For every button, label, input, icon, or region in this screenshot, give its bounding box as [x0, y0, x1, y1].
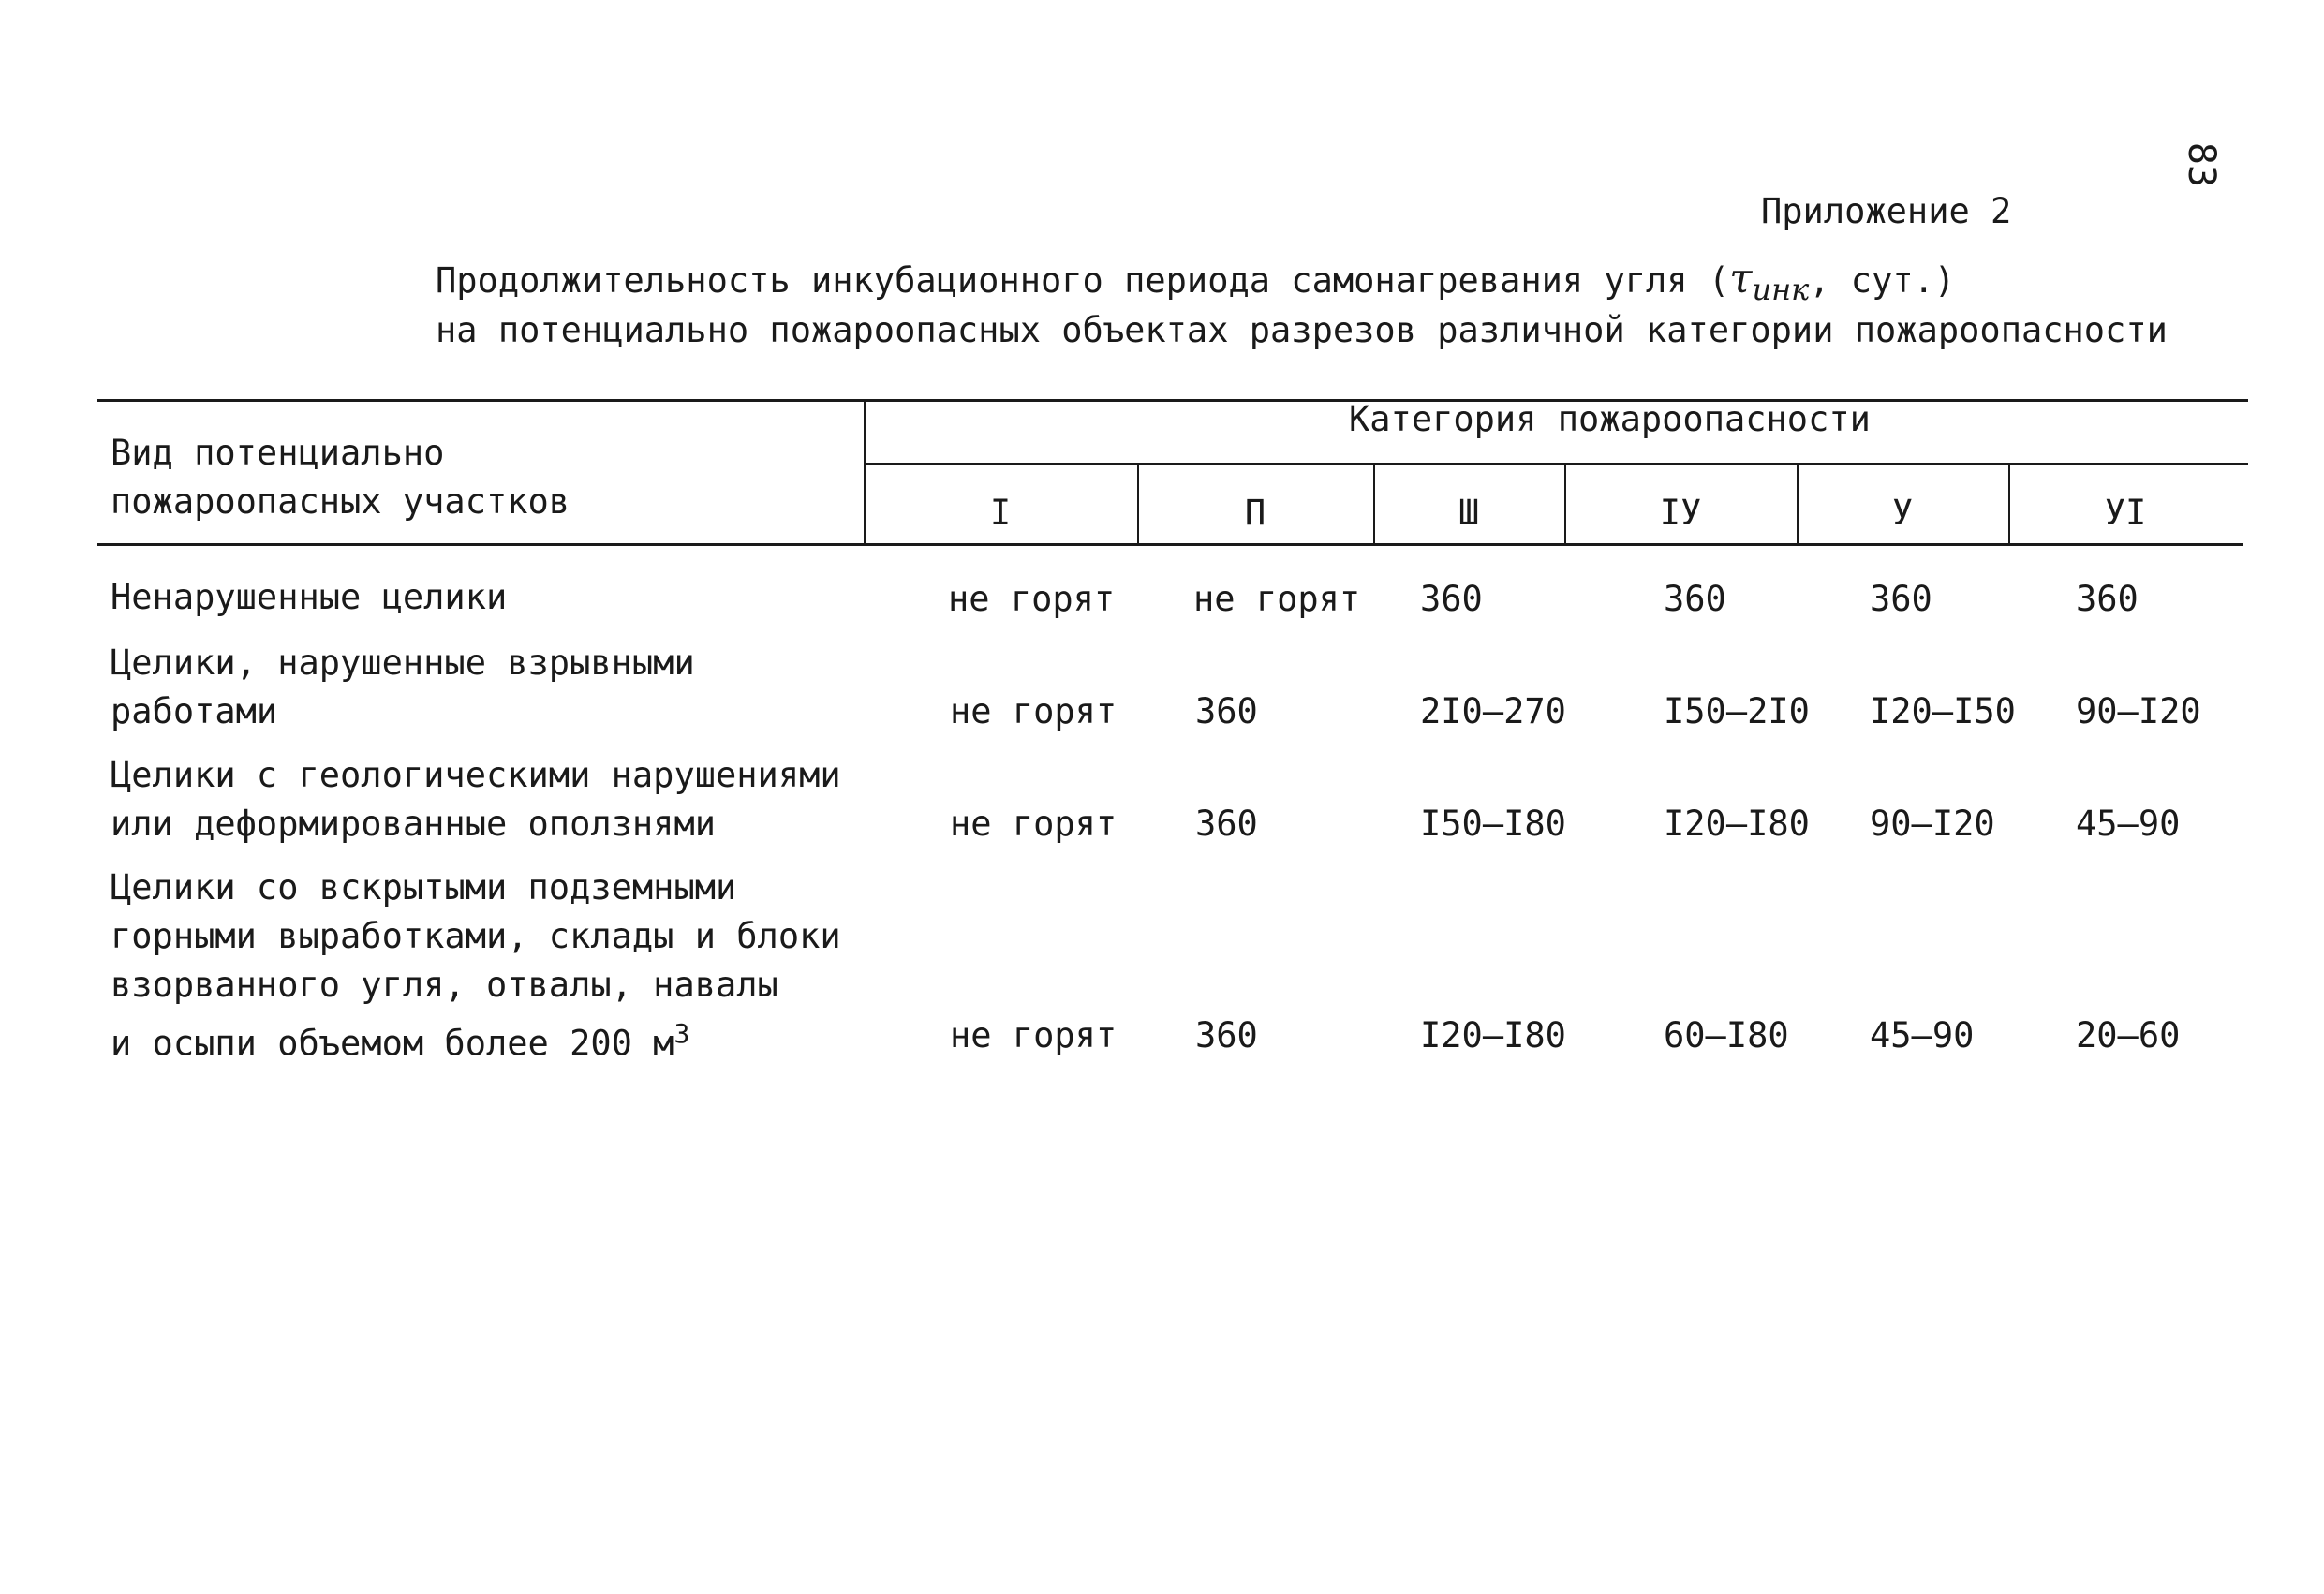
- category-5: У: [1891, 493, 1914, 533]
- table-title: [436, 255, 2168, 355]
- table-top-rule: [97, 399, 2248, 402]
- row-2-cell-2: 360: [1195, 691, 1258, 731]
- category-4: ІУ: [1659, 493, 1702, 533]
- row-3-cell-6: 45–90: [2076, 804, 2181, 844]
- row-4-label-line-3: взорванного угля, отвалы, навалы: [111, 965, 778, 1005]
- row-2-cell-3: 2I0–270: [1420, 691, 1566, 731]
- row-3-cell-5: 90–I20: [1870, 804, 1995, 844]
- row-header: [111, 429, 570, 526]
- row-3-label-line-2: или деформированные оползнями: [111, 804, 717, 844]
- row-1-cell-5: 360: [1870, 579, 1932, 619]
- row-1-label: [111, 573, 507, 622]
- row-3-label: [111, 751, 841, 849]
- row-3-cell-2: 360: [1195, 804, 1258, 844]
- category-header-rule: [864, 463, 2248, 465]
- row-1-cell-3: 360: [1420, 579, 1483, 619]
- row-4-cell-2: 360: [1195, 1015, 1258, 1055]
- category-1: I: [989, 493, 1012, 533]
- row-4-cell-6: 20–60: [2076, 1015, 2181, 1055]
- row-4-cell-5: 45–90: [1870, 1015, 1975, 1055]
- row-4-label: [111, 863, 841, 1068]
- row-4-cell-4: 60–I80: [1664, 1015, 1789, 1055]
- row-2-label: [111, 639, 695, 736]
- row-2-cell-5: I20–I50: [1870, 691, 2016, 731]
- row-4-label-line-1: Целики со вскрытыми подземными: [111, 867, 737, 908]
- row-1-cell-1: не горят: [948, 579, 1116, 619]
- row-2-label-line-1: Целики, нарушенные взрывными: [111, 642, 695, 683]
- row-header-line-2: пожароопасных участков: [111, 481, 570, 522]
- tau-subscript: инк: [1752, 272, 1810, 307]
- row-4-cell-3: I20–I80: [1420, 1015, 1566, 1055]
- title-line-1: [436, 255, 2168, 306]
- row-1-cell-4: 360: [1664, 579, 1726, 619]
- cubic-superscript: 3: [674, 1018, 690, 1049]
- row-2-cell-4: I50–2I0: [1664, 691, 1810, 731]
- row-4-cell-1: не горят: [950, 1015, 1118, 1055]
- row-3-cell-3: I50–I80: [1420, 804, 1566, 844]
- row-header-line-1: Вид потенциально: [111, 433, 445, 473]
- category-2: П: [1244, 493, 1266, 533]
- row-1-cell-6: 360: [2076, 579, 2139, 619]
- appendix-label: Приложение 2: [1761, 191, 2012, 231]
- title-line-1-text: Продолжительность инкубационного периода самонагревания угля (: [436, 260, 1730, 301]
- category-header: Категория пожароопасности: [1349, 399, 1871, 439]
- title-units: , сут.): [1809, 260, 1956, 301]
- category-6: УІ: [2104, 493, 2147, 533]
- row-4-label-line-2: горными выработками, склады и блоки: [111, 916, 841, 956]
- row-2-cell-6: 90–I20: [2076, 691, 2201, 731]
- row-2-label-line-2: работами: [111, 691, 278, 731]
- row-2-cell-1: не горят: [950, 691, 1118, 731]
- page-number: 83: [2180, 141, 2224, 188]
- title-line-2: на потенциально пожароопасных объектах разрезов различной категории пожароопасности: [436, 310, 2168, 350]
- row-1-label-line-1: Ненарушенные целики: [111, 577, 508, 617]
- row-3-cell-4: I20–I80: [1664, 804, 1810, 844]
- row-3-cell-1: не горят: [950, 804, 1118, 844]
- row-1-cell-2: не горят: [1193, 579, 1361, 619]
- tau-symbol: τ: [1729, 255, 1753, 303]
- row-4-label-line-4-text: и осыпи объемом более 200 м: [111, 1023, 674, 1064]
- category-3: Ш: [1458, 493, 1480, 533]
- header-bottom-rule: [97, 543, 2243, 546]
- row-3-label-line-1: Целики с геологическими нарушениями: [111, 755, 841, 795]
- row-4-label-line-4: [111, 1010, 841, 1068]
